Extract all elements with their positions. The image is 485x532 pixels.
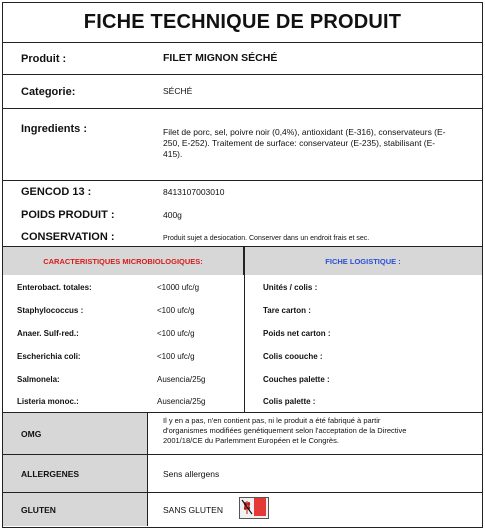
omg-line: Il y en a pas, n'en contient pas, ni le produit a été fabriqué à partir bbox=[163, 416, 381, 425]
omg-line: 2001/18/CE du Parlemment Européen et le Congrès. bbox=[163, 436, 339, 445]
allergens-label: ALLERGENES bbox=[21, 469, 80, 479]
product-row bbox=[3, 43, 482, 75]
gencod-label: GENCOD 13 : bbox=[21, 186, 92, 198]
gencod-value: 8413107003010 bbox=[163, 187, 225, 197]
allergens-row bbox=[3, 455, 482, 493]
wheat-crossed-icon bbox=[240, 498, 254, 516]
micro-row-value: <1000 ufc/g bbox=[157, 283, 200, 292]
omg-label: OMG bbox=[21, 429, 42, 439]
logistics-row-label: Colis coouche : bbox=[263, 352, 323, 361]
logistics-header: FICHE LOGISTIQUE : bbox=[244, 247, 482, 275]
logistics-row-label: Tare carton : bbox=[263, 306, 311, 315]
micro-logistics-block bbox=[3, 247, 482, 413]
category-label: Categorie: bbox=[21, 86, 76, 98]
micro-row-value: <100 ufc/g bbox=[157, 306, 195, 315]
product-sheet bbox=[2, 2, 483, 528]
omg-row bbox=[3, 413, 482, 455]
gluten-row bbox=[3, 493, 482, 526]
micro-row-label: Enterobact. totales: bbox=[17, 283, 92, 292]
product-label: Produit : bbox=[21, 53, 67, 65]
ingredients-line: 415). bbox=[163, 149, 183, 159]
weight-label: POIDS PRODUIT : bbox=[21, 209, 115, 221]
conservation-value: Produit sujet a desiocation. Conserver dans un endroit frais et sec. bbox=[163, 235, 370, 242]
logistics-row-label: Colis palette : bbox=[263, 397, 316, 406]
micro-row-value: Ausencia/25g bbox=[157, 397, 206, 406]
micro-header: CARACTERISTIQUES MICROBIOLOGIQUES: bbox=[3, 247, 244, 275]
gluten-free-icon bbox=[239, 497, 269, 519]
ingredients-line: 250, E-252). Traitement de surface: conservateur (E-235), stabilisant (E- bbox=[163, 138, 436, 148]
ingredients-label: Ingredients : bbox=[21, 123, 88, 135]
micro-row-label: Listeria monoc.: bbox=[17, 397, 79, 406]
ingredients-text bbox=[163, 127, 446, 160]
micro-row-value: <100 ufc/g bbox=[157, 352, 195, 361]
logistics-row-label: Couches palette : bbox=[263, 375, 330, 384]
category-value: SÉCHÉ bbox=[163, 86, 193, 96]
micro-row-label: Staphylococcus : bbox=[17, 306, 84, 315]
allergens-value: Sens allergens bbox=[163, 469, 220, 479]
conservation-label: CONSERVATION : bbox=[21, 231, 115, 243]
ingredients-row bbox=[3, 109, 482, 181]
micro-row-label: Anaer. Sulf-red.: bbox=[17, 329, 79, 338]
ingredients-line: Filet de porc, sel, poivre noir (0,4%), antioxidant (E-316), conservateurs (E- bbox=[163, 127, 446, 137]
gluten-value: SANS GLUTEN bbox=[163, 505, 223, 515]
product-value: FILET MIGNON SÉCHÉ bbox=[163, 52, 278, 64]
omg-line: d'organismes modifiées genétiquement selon l'acceptation de la Directive bbox=[163, 426, 407, 435]
gluten-badge-color-block bbox=[254, 498, 266, 516]
logistics-row-label: Unités / colis : bbox=[263, 283, 318, 292]
product-info-block bbox=[3, 181, 482, 247]
category-row bbox=[3, 75, 482, 109]
weight-value: 400g bbox=[163, 210, 182, 220]
logistics-row-label: Poids net carton : bbox=[263, 329, 331, 338]
micro-row-label: Salmonela: bbox=[17, 375, 60, 384]
sheet-title: FICHE TECHNIQUE DE PRODUIT bbox=[3, 3, 482, 43]
omg-text bbox=[163, 416, 406, 446]
column-divider bbox=[244, 247, 245, 412]
micro-row-value: <100 ufc/g bbox=[157, 329, 195, 338]
micro-row-value: Ausencia/25g bbox=[157, 375, 206, 384]
gluten-label: GLUTEN bbox=[21, 505, 56, 515]
micro-row-label: Escherichia coli: bbox=[17, 352, 81, 361]
